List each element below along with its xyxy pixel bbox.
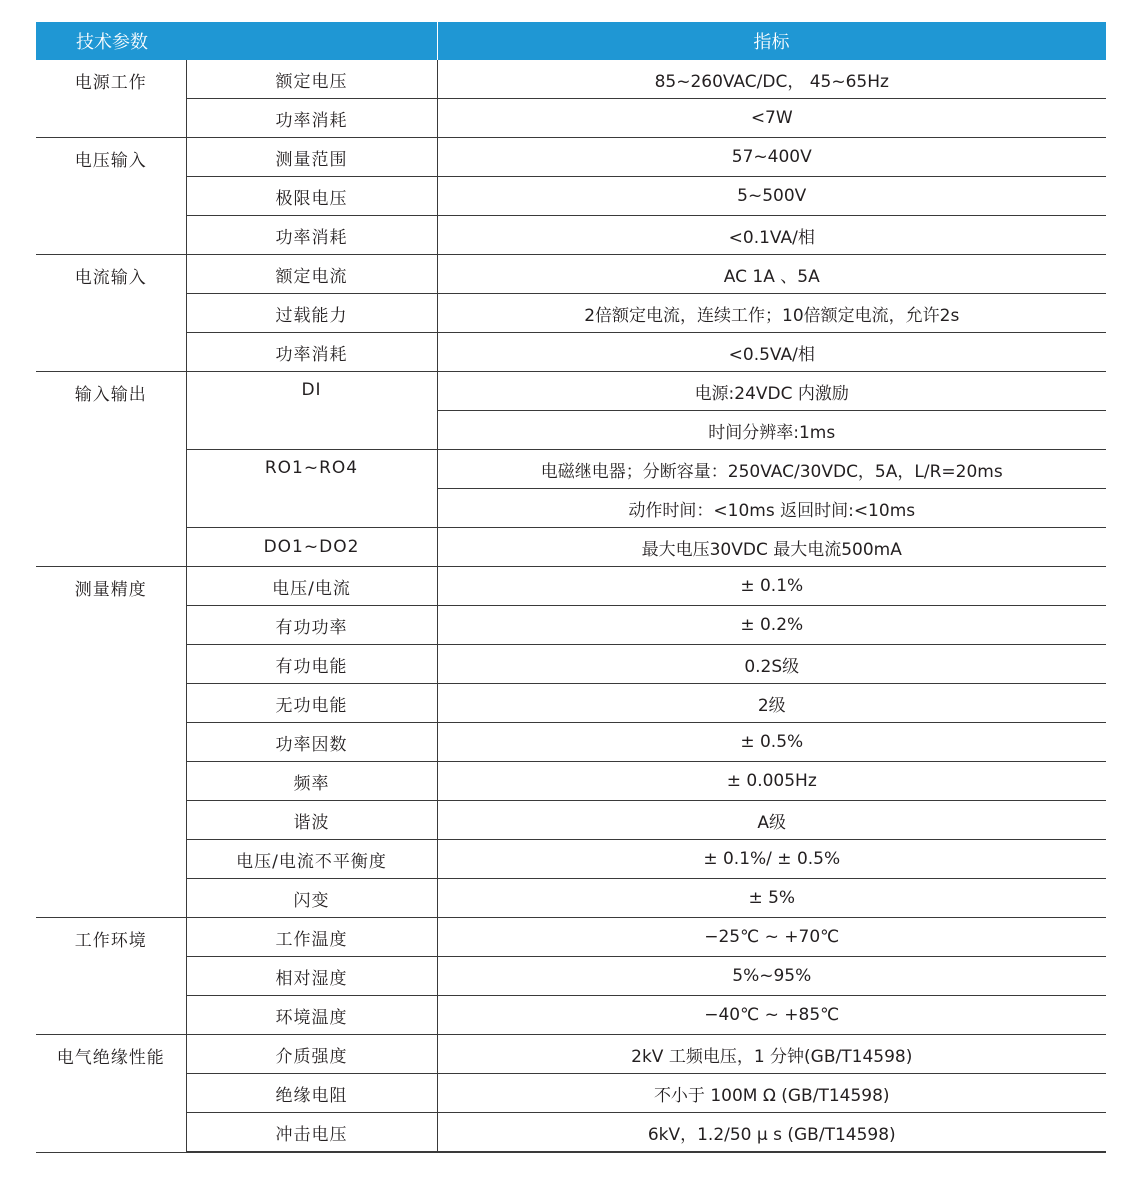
value-cell: 6kV，1.2/50 μ s (GB/T14598) (437, 1113, 1106, 1153)
value-cell: 57~400V (437, 138, 1106, 177)
sub-param-cell: 测量范围 (186, 138, 437, 177)
sub-param-cell: 无功电能 (186, 684, 437, 723)
header-param: 技术参数 (36, 22, 437, 60)
value-cell: 5~500V (437, 177, 1106, 216)
table-row (36, 1113, 1106, 1153)
sub-param-cell: 有功功率 (186, 606, 437, 645)
value-cell: ± 0.2% (437, 606, 1106, 645)
sub-param-cell: 功率消耗 (186, 333, 437, 372)
table-row (36, 762, 1106, 801)
sub-param-cell: DI (186, 372, 437, 450)
table-row (36, 645, 1106, 684)
sub-param-cell: 冲击电压 (186, 1113, 437, 1153)
sub-param-cell: 有功电能 (186, 645, 437, 684)
value-cell: 动作时间：<10ms 返回时间:<10ms (437, 489, 1106, 528)
sub-param-cell: 电压/电流 (186, 567, 437, 606)
value-cell: 时间分辨率:1ms (437, 411, 1106, 450)
sub-param-cell: 绝缘电阻 (186, 1074, 437, 1113)
value-cell: <0.1VA/相 (437, 216, 1106, 255)
category-cell: 测量精度 (36, 567, 186, 918)
table-row (36, 60, 1106, 99)
value-cell: 0.2S级 (437, 645, 1106, 684)
value-cell: 2倍额定电流，连续工作；10倍额定电流，允许2s (437, 294, 1106, 333)
sub-param-cell: DO1~DO2 (186, 528, 437, 567)
category-cell: 电气绝缘性能 (36, 1035, 186, 1153)
sub-param-cell: 环境温度 (186, 996, 437, 1035)
table-row (36, 528, 1106, 567)
table-row (36, 1035, 1106, 1074)
value-cell: 电磁继电器；分断容量：250VAC/30VDC，5A，L/R=20ms (437, 450, 1106, 489)
sub-param-cell: 电压/电流不平衡度 (186, 840, 437, 879)
table-row (36, 177, 1106, 216)
sub-param-cell: 谐波 (186, 801, 437, 840)
table-row (36, 138, 1106, 177)
header-row (36, 22, 1106, 60)
sub-param-cell: 额定电流 (186, 255, 437, 294)
category-cell: 输入输出 (36, 372, 186, 567)
table-row (36, 996, 1106, 1035)
table-row (36, 684, 1106, 723)
sub-param-cell: 功率消耗 (186, 99, 437, 138)
value-cell: 5%~95% (437, 957, 1106, 996)
value-cell: ± 5% (437, 879, 1106, 918)
table-row (36, 801, 1106, 840)
table-row (36, 840, 1106, 879)
value-cell: 最大电压30VDC 最大电流500mA (437, 528, 1106, 567)
sub-param-cell: 功率因数 (186, 723, 437, 762)
value-cell: <0.5VA/相 (437, 333, 1106, 372)
table-row (36, 216, 1106, 255)
value-cell: 85~260VAC/DC， 45~65Hz (437, 60, 1106, 99)
table-row (36, 99, 1106, 138)
spec-table (36, 22, 1107, 1153)
category-cell: 电源工作 (36, 60, 186, 138)
table-row (36, 879, 1106, 918)
header-indicator: 指标 (437, 22, 1106, 60)
value-cell: <7W (437, 99, 1106, 138)
table-row (36, 255, 1106, 294)
sub-param-cell: 极限电压 (186, 177, 437, 216)
table-row (36, 450, 1106, 489)
sub-param-cell: RO1~RO4 (186, 450, 437, 528)
sub-param-cell: 频率 (186, 762, 437, 801)
value-cell: 电源:24VDC 内激励 (437, 372, 1106, 411)
sub-param-cell: 介质强度 (186, 1035, 437, 1074)
value-cell: −40℃ ~ +85℃ (437, 996, 1106, 1035)
value-cell: ± 0.005Hz (437, 762, 1106, 801)
value-cell: ± 0.1% (437, 567, 1106, 606)
sub-param-cell: 过载能力 (186, 294, 437, 333)
value-cell: 2级 (437, 684, 1106, 723)
table-row (36, 567, 1106, 606)
value-cell: A级 (437, 801, 1106, 840)
value-cell: ± 0.5% (437, 723, 1106, 762)
value-cell: 2kV 工频电压，1 分钟(GB/T14598) (437, 1035, 1106, 1074)
table-row (36, 918, 1106, 957)
category-cell: 电压输入 (36, 138, 186, 255)
category-cell: 工作环境 (36, 918, 186, 1035)
value-cell: 不小于 100M Ω (GB/T14598) (437, 1074, 1106, 1113)
sub-param-cell: 相对湿度 (186, 957, 437, 996)
sub-param-cell: 闪变 (186, 879, 437, 918)
sub-param-cell: 工作温度 (186, 918, 437, 957)
table-row (36, 606, 1106, 645)
table-row (36, 333, 1106, 372)
value-cell: ± 0.1%/ ± 0.5% (437, 840, 1106, 879)
table-row (36, 1074, 1106, 1113)
table-row (36, 372, 1106, 411)
value-cell: −25℃ ~ +70℃ (437, 918, 1106, 957)
table-row (36, 723, 1106, 762)
table-row (36, 957, 1106, 996)
category-cell: 电流输入 (36, 255, 186, 372)
value-cell: AC 1A 、5A (437, 255, 1106, 294)
sub-param-cell: 功率消耗 (186, 216, 437, 255)
table-row (36, 294, 1106, 333)
sub-param-cell: 额定电压 (186, 60, 437, 99)
